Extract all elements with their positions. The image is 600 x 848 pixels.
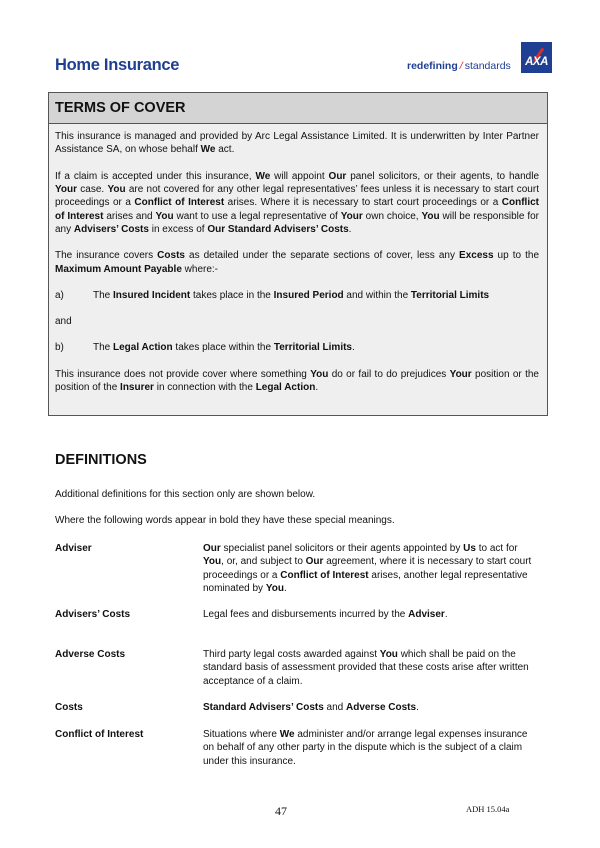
- tagline: [407, 60, 511, 72]
- definition-term: Conflict of Interest: [55, 729, 144, 740]
- tagline-standards: standards: [464, 60, 511, 72]
- page-number: 47: [275, 804, 287, 818]
- definition-term: Adviser: [55, 543, 92, 554]
- definition-text: Third party legal costs awarded against You which shall be paid on the standard basis of assessment provided that these costs arise after written acceptance of a claim.: [203, 649, 529, 687]
- definition-text: Situations where We administer and/or arrange legal expenses insurance on behalf of any other party in the dispute which is the subject of a claim under this insurance.: [203, 729, 528, 767]
- terms-paragraph-3: The insurance covers Costs as detailed under the separate sections of cover, less any Excess up to the Maximum Amount Payable where:-: [55, 250, 540, 275]
- definition-term: Adverse Costs: [55, 649, 126, 660]
- terms-title: TERMS OF COVER: [49, 93, 547, 124]
- terms-item-a: [55, 289, 539, 302]
- item-b-label: b): [55, 342, 64, 354]
- terms-paragraph-1: This insurance is managed and provided by Arc Legal Assistance Limited. It is underwritten by Inter Partner Assistance SA, on whose behalf We act.: [55, 131, 539, 156]
- definition-term: Advisers’ Costs: [55, 609, 131, 620]
- item-b-text: The Legal Action takes place within the Territorial Limits.: [93, 342, 355, 354]
- terms-of-cover-box: [48, 92, 548, 416]
- item-a-label: a): [55, 290, 64, 302]
- definitions-intro-1: Additional definitions for this section only are shown below.: [55, 489, 316, 500]
- logo-text: AXA: [525, 56, 548, 68]
- terms-paragraph-2: If a claim is accepted under this insurance, We will appoint Our panel solicitors, or their agents, to handle Your case. You are not covered for any other legal representatives’ fees unless it is necessary to start court proceedings or a Conflict of Interest arises. Where it is necessary to start court proceedings or a Conflict of Interest arises and You want to use a legal representative of Your own choice, You will be responsible for any Advisers’ Costs in excess of Our Standard Advisers’ Costs.: [55, 170, 540, 236]
- terms-body: [49, 124, 547, 394]
- axa-logo: [521, 42, 552, 73]
- definitions-title: DEFINITIONS: [55, 452, 147, 468]
- document-reference: ADH 15.04a: [466, 804, 510, 814]
- tagline-slash: /: [459, 60, 463, 72]
- brand-title: Home Insurance: [55, 56, 180, 74]
- item-a-text: The Insured Incident takes place in the Insured Period and within the Territorial Limits: [93, 290, 490, 302]
- definition-text: Standard Advisers’ Costs and Adverse Costs.: [203, 702, 419, 713]
- tagline-redefining: redefining: [407, 60, 458, 72]
- definition-text: Legal fees and disbursements incurred by the Adviser.: [203, 609, 448, 620]
- definition-term: Costs: [55, 702, 83, 713]
- terms-item-b: [55, 341, 539, 354]
- definitions-intro: [55, 488, 395, 540]
- page-header: [55, 42, 555, 76]
- terms-and: and: [55, 316, 72, 328]
- terms-paragraph-4: This insurance does not provide cover where something You do or fail to do prejudices Your position or the position of the Insurer in connection with the Legal Action.: [55, 368, 539, 394]
- definition-text: Our specialist panel solicitors or their agents appointed by Us to act for You, or, and subject to Our agreement, where it is necessary to start court proceedings or a Conflict of Interest arises, another legal representative nominated by You.: [203, 543, 532, 595]
- definitions-intro-2: Where the following words appear in bold they have these special meanings.: [55, 515, 395, 526]
